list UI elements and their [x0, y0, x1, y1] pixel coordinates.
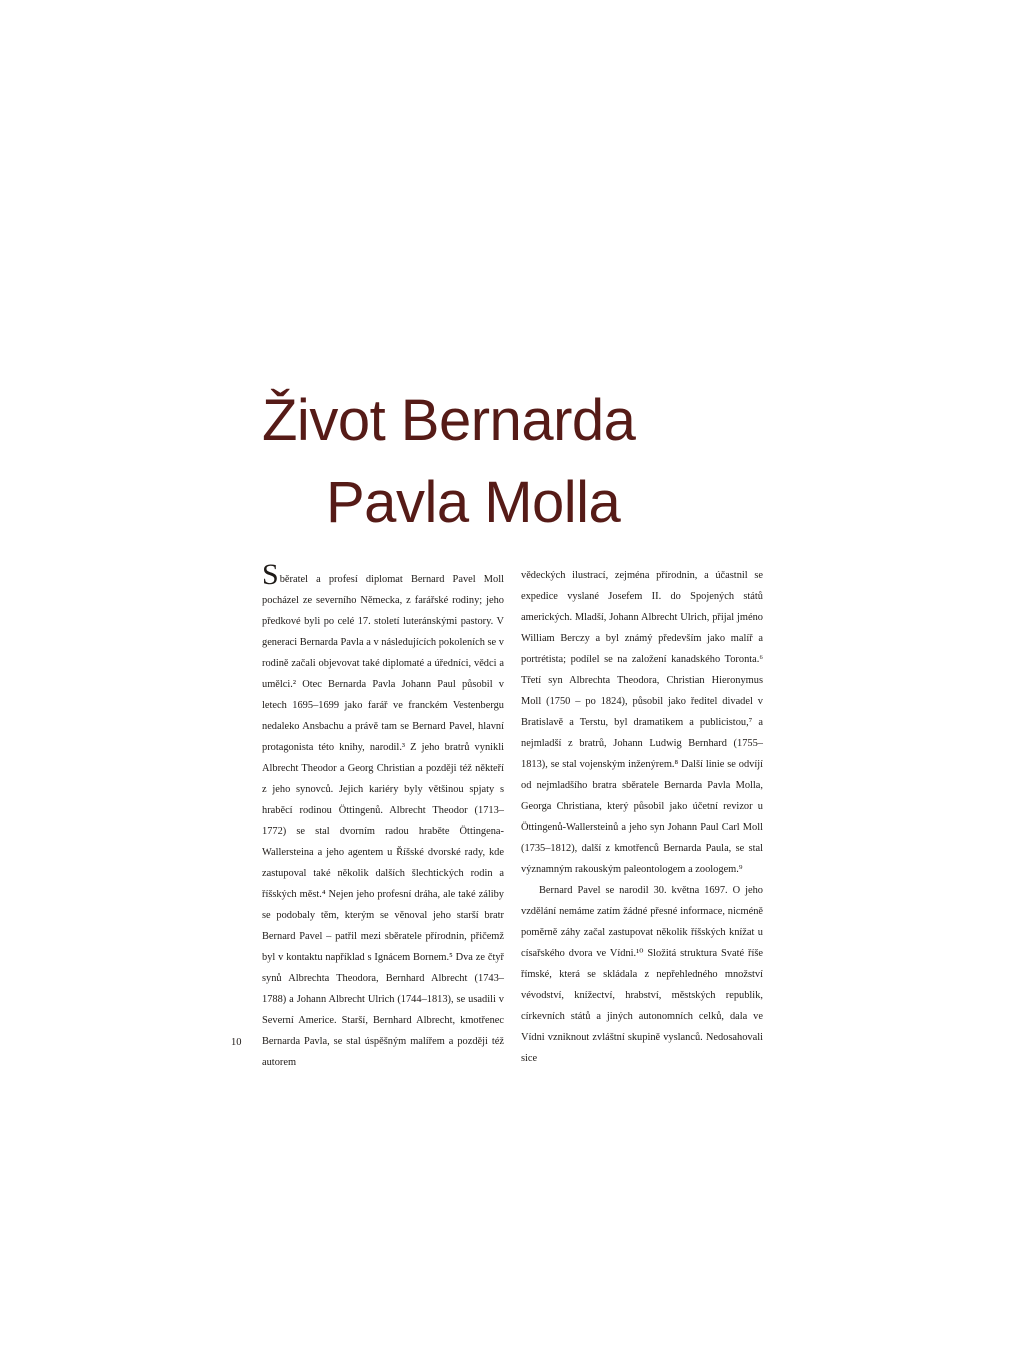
drop-cap: S [262, 558, 279, 591]
paragraph: Bernard Pavel se narodil 30. května 1697. O jeho vzdělání nemáme zatím žádné přesné informace, nicméně poměrně záhy začal zastupovat několik říšských knížat u císařského dvora ve Vídni.¹⁰ Složitá struktura Svaté říše římské, která se skládala z nepřehledného množství vévodství, knížectví, hrabství, městských republik, církevních států a jiných autonomních celků, dala ve Vídni vzniknout zvláštní skupině vyslanců. Nedosahovali sice [521, 885, 763, 1064]
text-column-left [262, 558, 504, 1073]
page-number: 10 [231, 1037, 242, 1048]
chapter-title [262, 380, 822, 544]
chapter-title-line-2: Pavla Molla [326, 470, 621, 535]
text-column-right [521, 565, 763, 1069]
paragraph: vědeckých ilustrací, zejména přírodnin, a účastnil se expedice vyslané Josefem II. do Spojených států amerických. Mladší, Johann Albrecht Ulrich, přijal jméno William Berczy a byl známý především jako malíř a portrétista; podílel se na založení kanadského Toronta.⁶ Třetí syn Albrechta Theodora, Christian Hieronymus Moll (1750 – po 1824), působil jako ředitel divadel v Bratislavě a Terstu, byl dramatikem a publicistou,⁷ a nejmladší z bratrů, Johann Ludwig Bernhard (1755–1813), se stal vojenským inženýrem.⁸ Další linie se odvíjí od nejmladšího bratra sběratele Bernarda Pavla Molla, Georga Christiana, který působil jako účetní revizor u Öttingenů-Wallersteinů a jeho syn Johann Paul Carl Moll (1735–1812), další z kmotřenců Bernarda Paula, se stal významným rakouským paleontologem a zoologem.⁹ [521, 570, 763, 875]
chapter-title-line-1: Život Bernarda [262, 388, 636, 453]
paragraph-text: běratel a profesí diplomat Bernard Pavel Moll pocházel ze severního Německa, z farářské rodiny; jeho předkové byli po celé 17. století luteránskými pastory. V generaci Bernarda Pavla a v následujících pokoleních se v rodině začali objevovat také diplomaté a úředníci, vědci a umělci.² Otec Bernarda Pavla Johann Paul působil v letech 1695–1699 jako farář ve franckém Vestenbergu nedaleko Ansbachu a právě tam se Bernard Pavel, hlavní protagonista této knihy, narodil.³ Z jeho bratrů vynikli Albrecht Theodor a Georg Christian a později též někteří z jeho synovců. Jejich kariéry byly většinou spjaty s hraběcí rodinou Öttingenů. Albrecht Theodor (1713–1772) se stal dvorním radou hraběte Öttingena-Wallersteina a jeho agentem u Říšské dvorské rady, kde zastupoval také několik dalších šlechtických rodin a říšských měst.⁴ Nejen jeho profesní dráha, ale také záliby se podobaly těm, kterým se věnoval jeho starší bratr Bernard Pavel – patřil mezi sběratele přírodnin, přičemž byl v kontaktu například s Ignácem Bornem.⁵ Dva ze čtyř synů Albrechta Theodora, Bernhard Albrecht (1743–1788) a Johann Albrecht Ulrich (1744–1813), se usadili v Severní Americe. Starší, Bernhard Albrecht, kmotřenec Bernarda Pavla, se stal úspěšným malířem a později též autorem [262, 574, 504, 1068]
paragraph [262, 558, 504, 1073]
